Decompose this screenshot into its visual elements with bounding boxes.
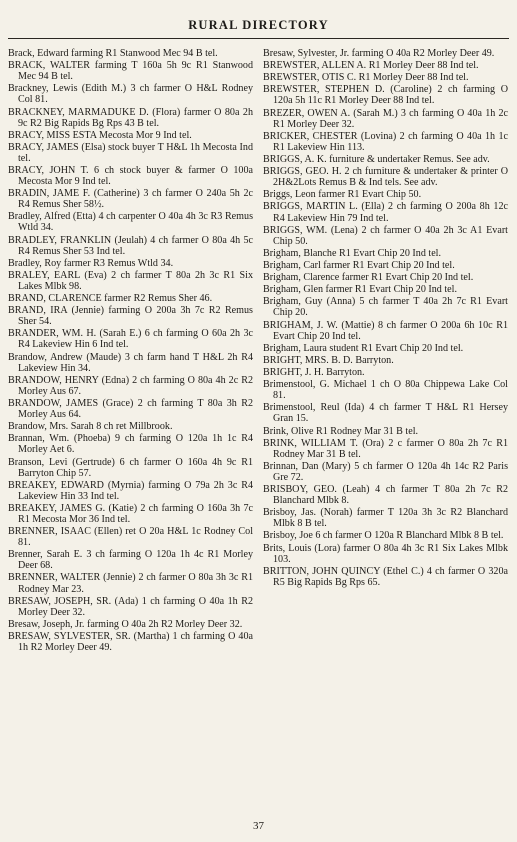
directory-entry: Branson, Levi (Gertrude) 6 ch farmer O 160a 4h 9c R1 Barryton Chip 57. [8, 456, 253, 479]
directory-entry: Brandow, Mrs. Sarah 8 ch ret Millbrook. [8, 421, 173, 433]
directory-entry: BRINK, WILLIAM T. (Ora) 2 c farmer O 80a 2h 7c R1 Rodney Mar 31 B tel. [263, 437, 508, 460]
directory-entry: BRESAW, SYLVESTER, SR. (Martha) 1 ch farming O 40a 1h R2 Morley Deer 49. [8, 630, 253, 654]
directory-entry: Brack, Edward farming R1 Stanwood Mec 94 B tel. [8, 48, 218, 59]
directory-entry: BRIGGS, WM. (Lena) 2 ch farmer O 40a 2h 3c A1 Evart Chip 50. [263, 224, 508, 247]
directory-entry: BRANDOW, JAMES (Grace) 2 ch farming T 80a 3h R2 Morley Aus 64. [8, 398, 253, 421]
directory-entry: BRAND, IRA (Jennie) farming O 200a 3h 7c R2 Remus Sher 54. [8, 305, 253, 328]
directory-entry: BRIGHT, MRS. B. D. Barryton. [263, 354, 394, 366]
directory-entry: Brimenstool, Reul (Ida) 4 ch farmer T H&L R1 Hersey Gran 15. [263, 402, 508, 425]
directory-entry: Brinnan, Dan (Mary) 5 ch farmer O 120a 4h 14c R2 Paris Gre 72. [263, 460, 508, 483]
directory-entry: BRITTON, JOHN QUINCY (Ethel C.) 4 ch farmer O 320a R5 Big Rapids Bg Rps 65. [263, 565, 508, 588]
directory-entry: Brigham, Laura student R1 Evart Chip 20 Ind tel. [263, 342, 464, 354]
directory-entry: Bresaw, Sylvester, Jr. farming O 40a R2 Morley Deer 49. [263, 48, 495, 59]
directory-entry: Brits, Louis (Lora) farmer O 80a 4h 3c R1 Six Lakes Mlbk 103. [263, 542, 508, 565]
directory-entry: Brink, Olive R1 Rodney Mar 31 B tel. [263, 425, 419, 437]
directory-entry: BRADLEY, FRANKLIN (Jeulah) 4 ch farmer O 80a 4h 5c R4 Remus Sher 53 Ind tel. [8, 234, 253, 257]
directory-entry: Bresaw, Joseph, Jr. farming O 40a 2h R2 Morley Deer 32. [8, 618, 243, 630]
directory-entry: Brisboy, Jas. (Norah) farmer T 120a 3h 3c R2 Blanchard Mlbk 8 B tel. [263, 507, 508, 530]
directory-entry: Brigham, Carl farmer R1 Evart Chip 20 Ind tel. [263, 259, 455, 271]
directory-entry: Brisboy, Joe 6 ch farmer O 120a R Blanchard Mlbk 8 B tel. [263, 530, 504, 542]
directory-entry: BREAKEY, JAMES G. (Katie) 2 ch farming O 160a 3h 7c R1 Mecosta Mor 36 Ind tel. [8, 502, 253, 525]
directory-entry: BRANDER, WM. H. (Sarah E.) 6 ch farming O 60a 2h 3c R4 Lakeview Hin 6 Ind tel. [8, 328, 253, 351]
directory-entry: Brenner, Sarah E. 3 ch farming O 120a 1h 4c R1 Morley Deer 68. [8, 549, 253, 572]
directory-entry: Brackney, Lewis (Edith M.) 3 ch farmer O H&L Rodney Col 81. [8, 83, 253, 106]
page-header: RURAL DIRECTORY [188, 18, 329, 32]
directory-entry: BREAKEY, EDWARD (Myrnia) farming O 79a 2h 3c R4 Lakeview Hin 33 Ind tel. [8, 479, 253, 502]
directory-entry: BRESAW, JOSEPH, SR. (Ada) 1 ch farming O 40a 1h R2 Morley Deer 32. [8, 595, 253, 618]
directory-entry: BRICKER, CHESTER (Lovina) 2 ch farming O 40a 1h 1c R1 Lakeview Hin 113. [263, 130, 508, 153]
directory-entry: Brigham, Guy (Anna) 5 ch farmer T 40a 2h 7c R1 Evart Chip 20. [263, 296, 508, 319]
left-column [8, 48, 253, 654]
directory-entry: BRENNER, WALTER (Jennie) 2 ch farmer O 80a 3h 3c R1 Rodney Mar 23. [8, 572, 253, 595]
directory-entry: Bradley, Roy farmer R3 Remus Wtld 34. [8, 257, 174, 269]
directory-entry: BRENNER, ISAAC (Ellen) ret O 20a H&L 1c Rodney Col 81. [8, 526, 253, 549]
directory-entry: BRISBOY, GEO. (Leah) 4 ch farmer T 80a 2h 7c R2 Blanchard Mlbk 8. [263, 484, 508, 507]
directory-entry: BREZER, OWEN A. (Sarah M.) 3 ch farming O 40a 1h 2c R1 Morley Deer 32. [263, 107, 508, 130]
directory-entry: BRACY, MISS ESTA Mecosta Mor 9 Ind tel. [8, 129, 192, 141]
directory-entry: BRACKNEY, MARMADUKE D. (Flora) farmer O 80a 2h 9c R2 Big Rapids Bg Rps 43 B tel. [8, 106, 253, 129]
right-column [263, 48, 508, 589]
directory-entry: BREWSTER, OTIS C. R1 Morley Deer 88 Ind tel. [263, 72, 469, 84]
directory-entry: BRALEY, EARL (Eva) 2 ch farmer T 80a 2h 3c R1 Six Lakes Mlbk 98. [8, 269, 253, 292]
directory-entry: Brandow, Andrew (Maude) 3 ch farm hand T H&L 2h R4 Lakeview Hin 34. [8, 351, 253, 374]
directory-entry: BRIGHT, J. H. Barryton. [263, 367, 365, 379]
directory-entry: Briggs, Leon farmer R1 Evart Chip 50. [263, 189, 422, 201]
directory-entry: BRIGHAM, J. W. (Mattie) 8 ch farmer O 200a 6h 10c R1 Evart Chip 20 Ind tel. [263, 319, 508, 342]
directory-entry: BRIGGS, A. K. furniture & undertaker Remus. See adv. [263, 153, 490, 165]
directory-entry: Bradley, Alfred (Etta) 4 ch carpenter O 40a 4h 3c R3 Remus Wtld 34. [8, 211, 253, 234]
directory-entry: Brannan, Wm. (Phoeba) 9 ch farming O 120a 1h 1c R4 Morley Aet 6. [8, 433, 253, 456]
page-number: 37 [253, 820, 264, 832]
directory-entry: BRIGGS, MARTIN L. (Ella) 2 ch farming O 200a 8h 12c R4 Lakeview Hin 79 Ind tel. [263, 201, 508, 224]
directory-entry: BRACY, JOHN T. 6 ch stock buyer & farmer O 100a Mecosta Mor 9 Ind tel. [8, 165, 253, 188]
directory-entry: BRANDOW, HENRY (Edna) 2 ch farming O 80a 4h 2c R2 Morley Aus 67. [8, 374, 253, 397]
directory-entry: BREWSTER, STEPHEN D. (Caroline) 2 ch farming O 120a 5h 11c R1 Morley Deer 88 Ind tel. [263, 84, 508, 107]
directory-entry: BREWSTER, ALLEN A. R1 Morley Deer 88 Ind tel. [263, 60, 479, 72]
directory-entry: BRAND, CLARENCE farmer R2 Remus Sher 46. [8, 293, 213, 305]
directory-entry: Brigham, Blanche R1 Evart Chip 20 Ind tel. [263, 247, 442, 259]
header-rule [8, 38, 509, 39]
directory-entry: Brigham, Clarence farmer R1 Evart Chip 20 Ind tel. [263, 272, 474, 284]
directory-entry: BRIGGS, GEO. H. 2 ch furniture & undertaker & printer O 2H&2Lots Remus B & Ind tels. See adv. [263, 166, 508, 189]
directory-entry: BRACY, JAMES (Elsa) stock buyer T H&L 1h Mecosta Ind tel. [8, 141, 253, 164]
directory-entry: BRADIN, JAME F. (Catherine) 3 ch farmer O 240a 5h 2c R4 Remus Sher 58½. [8, 188, 253, 211]
directory-entry: BRACK, WALTER farming T 160a 5h 9c R1 Stanwood Mec 94 B tel. [8, 60, 253, 83]
directory-entry: Brigham, Glen farmer R1 Evart Chip 20 Ind tel. [263, 284, 457, 296]
directory-entry: Brimenstool, G. Michael 1 ch O 80a Chippewa Lake Col 81. [263, 379, 508, 402]
